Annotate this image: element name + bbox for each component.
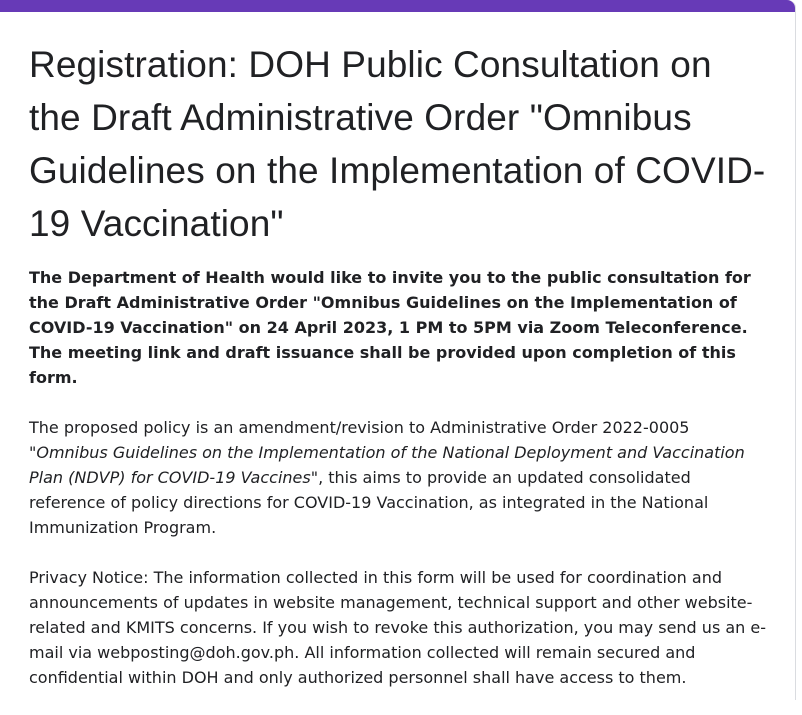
policy-reference-title: "Omnibus Guidelines on the Implementation of the National Deployment and Vaccination Plan (NDVP) for COVID-19 Vaccines"	[29, 443, 745, 487]
form-title: Registration: DOH Public Consultation on the Draft Administrative Order "Omnibus Guidelines on the Implementation of COVID-19 Vaccination"	[29, 44, 766, 244]
privacy-notice: Privacy Notice: The information collected in this form will be used for coordination and announcements of updates in website management, technical support and other website-related and KMITS concerns. If you wish to revoke this authorization, you may send us an e-mail via webposting@doh.gov.ph. All information collected will remain secured and confidential within DOH and only authorized personnel shall have access to them.	[29, 568, 767, 687]
form-accent-bar	[0, 0, 795, 12]
form-header-content	[29, 38, 769, 715]
policy-suffix-text: , this aims to provide an updated consolidated reference of policy directions for COVID-19 Vaccination, as integrated in the National Immunization Program.	[29, 468, 709, 537]
policy-prefix-text: The proposed policy is an amendment/revision to Administrative Order 2022-0005	[29, 418, 690, 437]
form-description	[29, 265, 769, 690]
intro-paragraph: The Department of Health would like to invite you to the public consultation for the Draft Administrative Order "Omnibus Guidelines on the Implementation of COVID-19 Vaccination" on 24 April 2023, 1 PM to 5PM via Zoom Teleconference. The meeting link and draft issuance shall be provided upon completion of this form.	[29, 268, 751, 387]
policy-paragraph	[29, 415, 769, 540]
